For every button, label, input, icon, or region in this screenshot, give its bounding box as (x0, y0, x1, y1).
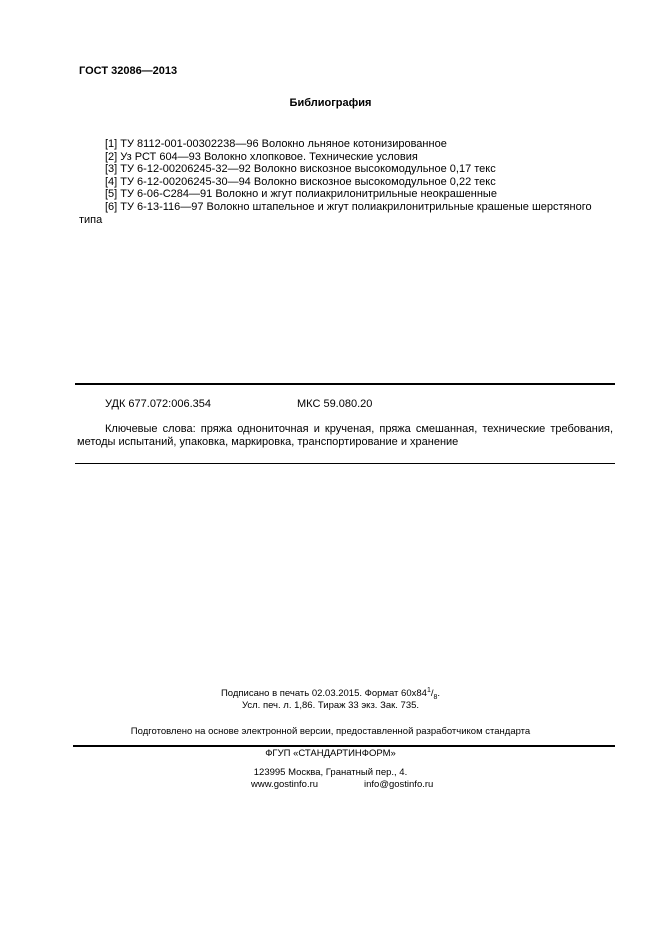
format-denominator: 8 (433, 694, 438, 702)
format-slash: / (430, 688, 434, 700)
bibliography-item: [6] ТУ 6-13-116—97 Волокно штапельное и жгут полиакрилонитрильные крашеные шерстяного типа (79, 200, 592, 226)
bibliography-item: [3] ТУ 6-12-00206245-32—92 Волокно вискозное высокомодульное 0,17 текс (105, 163, 496, 176)
divider-middle (75, 463, 615, 464)
website-link[interactable]: www.gostinfo.ru (251, 779, 319, 790)
signed-for-print (0, 687, 661, 701)
udk-code: УДК 677.072:006.354 (105, 398, 211, 410)
print-details: Усл. печ. л. 1,86. Тираж 33 экз. Зак. 735. (241, 700, 420, 711)
format-numerator: 1 (426, 687, 431, 694)
bibliography-item: [5] ТУ 6-06-С284—91 Волокно и жгут полиакрилонитрильные неокрашенные (105, 188, 497, 201)
prepared-note: Подготовлено на основе электронной версии, предоставленной разработчиком стандарта (130, 726, 531, 737)
email-link[interactable]: info@gostinfo.ru (364, 779, 434, 790)
bibliography-list (79, 138, 609, 226)
format-suffix: . (437, 688, 441, 700)
standard-id: ГОСТ 32086—2013 (79, 65, 178, 77)
divider-bottom (73, 745, 615, 747)
divider-top (75, 383, 615, 385)
publisher-name: ФГУП «СТАНДАРТИНФОРМ» (265, 748, 396, 759)
bibliography-item: [1] ТУ 8112-001-00302238—96 Волокно льняное котонизированное (105, 138, 447, 150)
signed-for-print-text: Подписано в печать 02.03.2015. Формат 60x84 (220, 688, 427, 700)
bibliography-item: [4] ТУ 6-12-00206245-30—94 Волокно вискозное высокомодульное 0,22 текс (105, 175, 496, 188)
bibliography-title: Библиография (289, 97, 372, 109)
keywords: Ключевые слова: пряжа однониточная и крученая, пряжа смешанная, технические требования, методы испытаний, упаковка, маркировка, транспортирование и хранение (77, 423, 613, 448)
mks-code: МКС 59.080.20 (297, 398, 373, 410)
bibliography-item: [2] Уз РСТ 604—93 Волокно хлопковое. Технические условия (105, 150, 418, 163)
publisher-address: 123995 Москва, Гранатный пер., 4. (253, 767, 408, 778)
